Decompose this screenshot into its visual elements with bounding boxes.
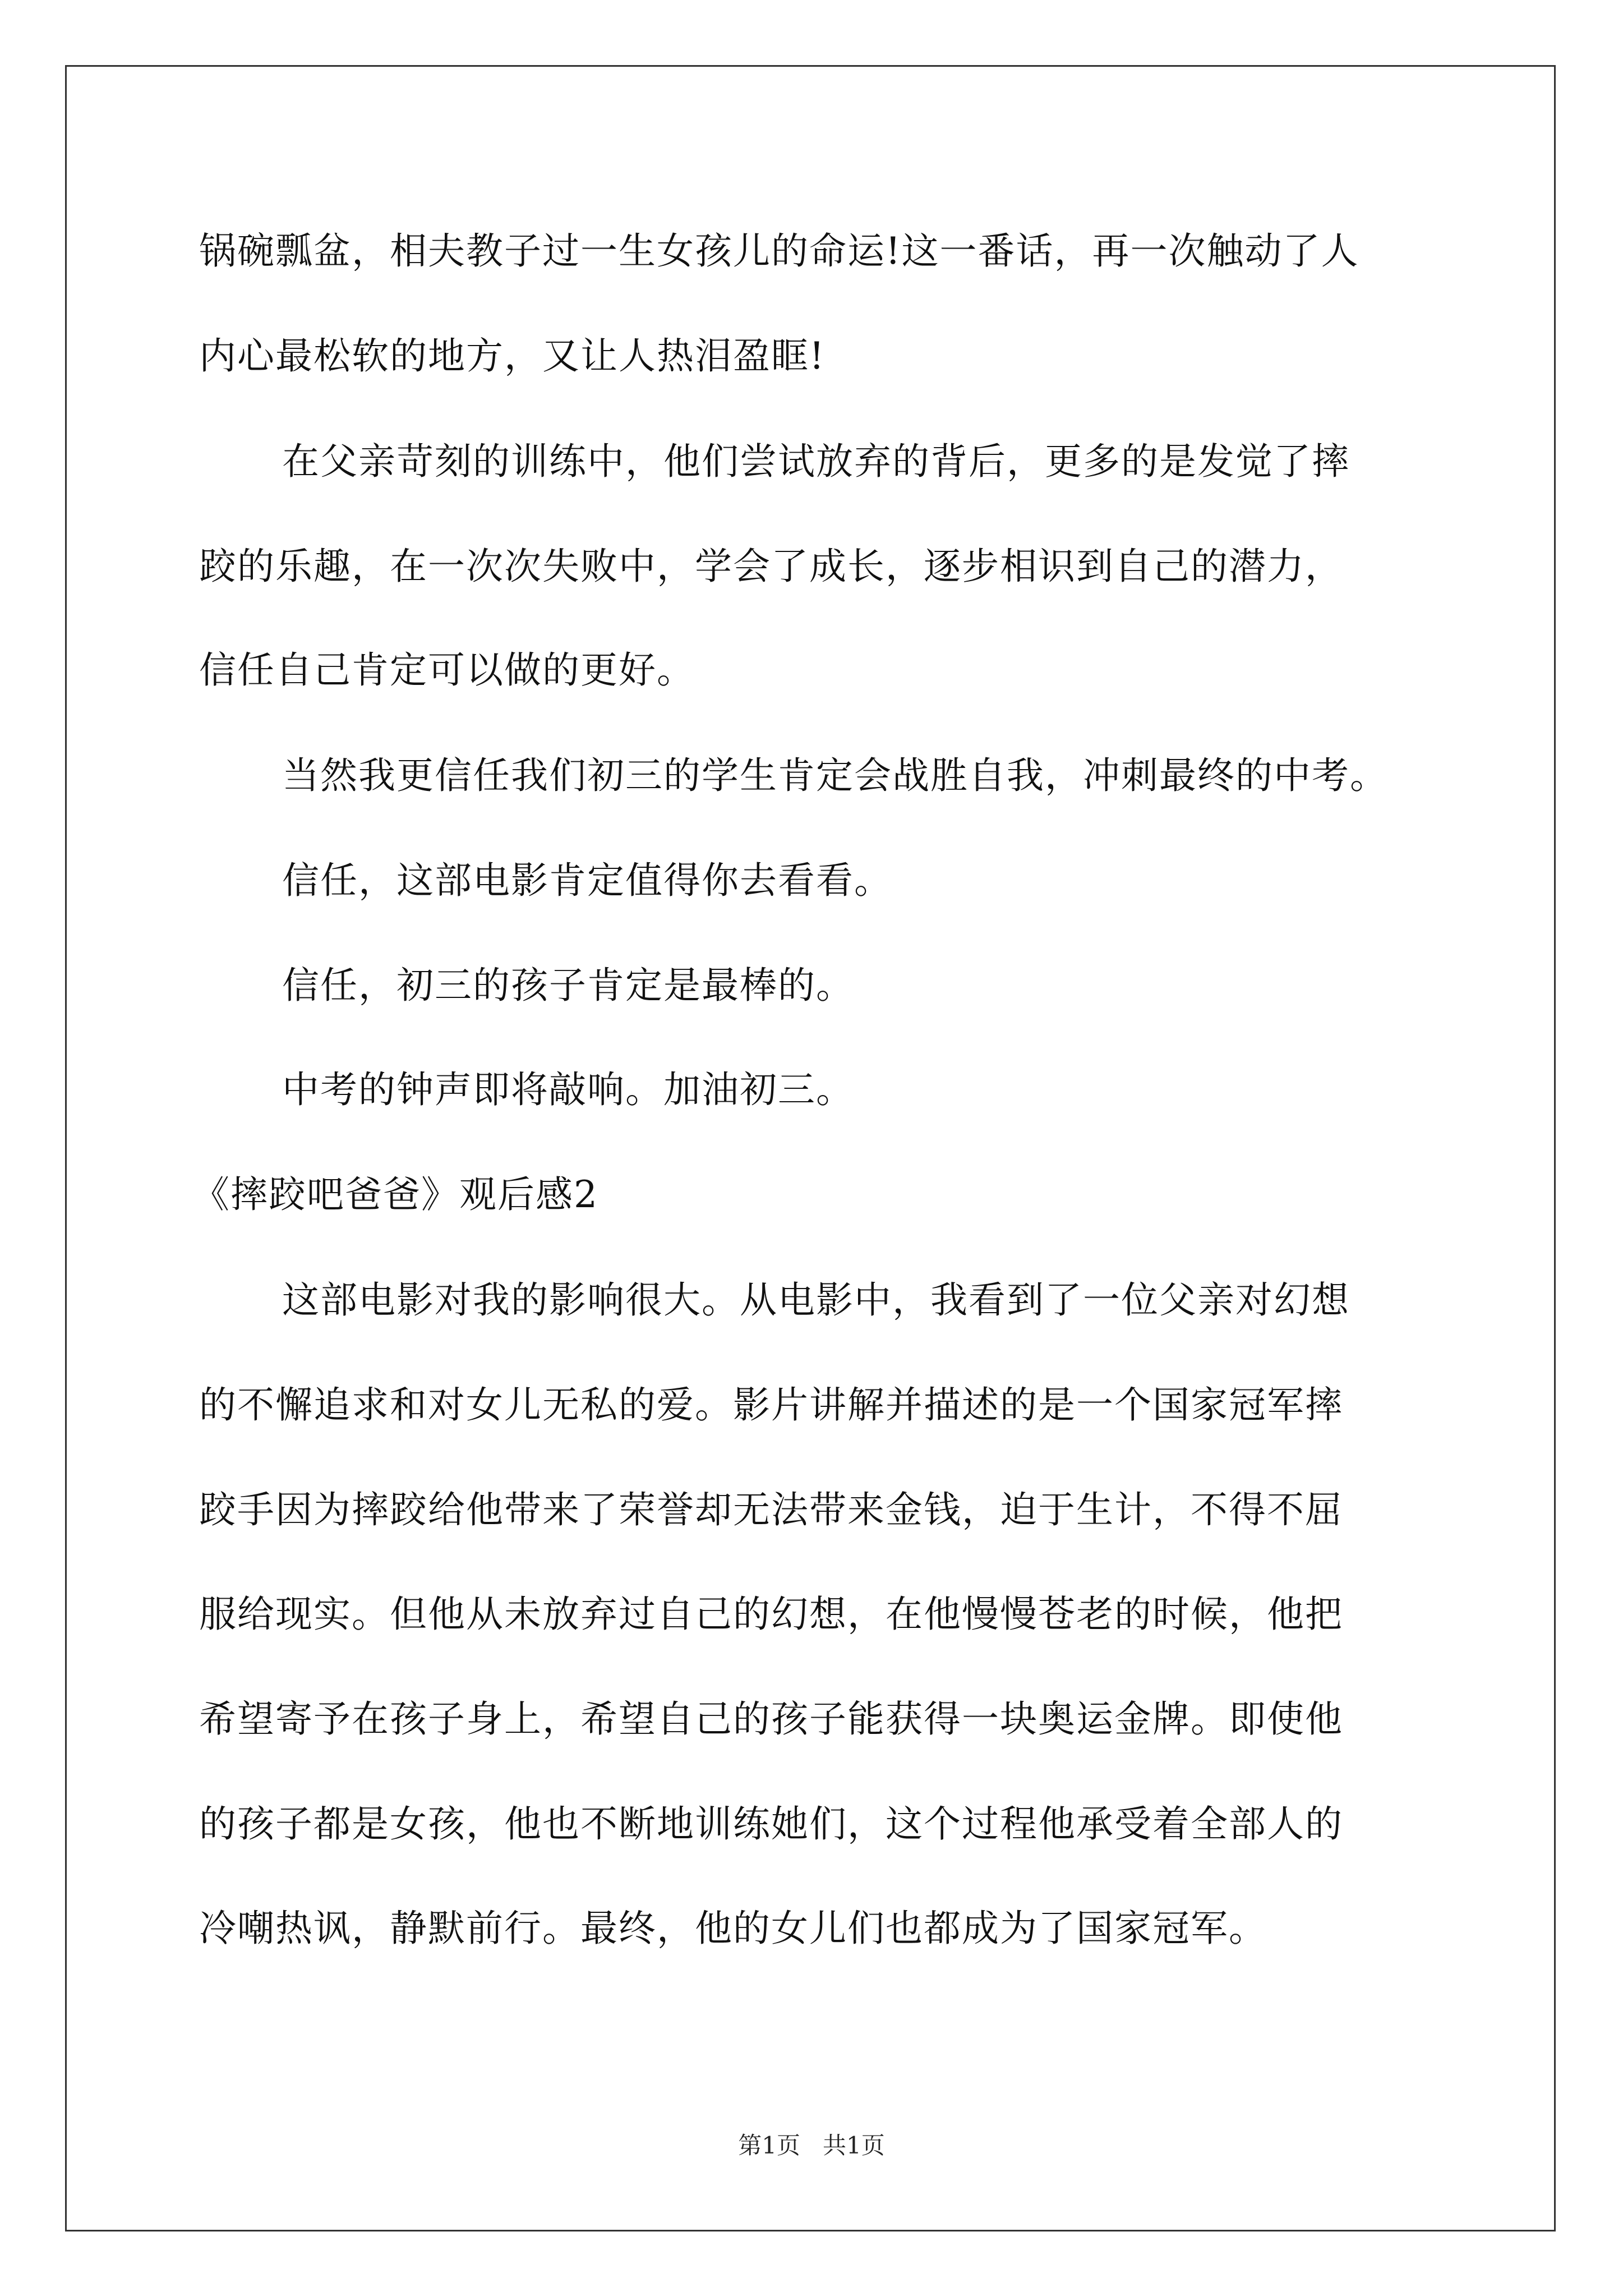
text-line: 信任自己肯定可以做的更好。 xyxy=(199,648,695,692)
text-line: 中考的钟声即将敲响。加油初三。 xyxy=(282,1068,854,1111)
text-line: 信任，这部电影肯定值得你去看看。 xyxy=(282,859,892,902)
text-line: 内心最松软的地方，又让人热泪盈眶! xyxy=(199,334,826,378)
text-line: 希望寄予在孩子身上，希望自己的孩子能获得一块奥运金牌。即使他 xyxy=(199,1697,1343,1741)
text-line: 在父亲苛刻的训练中，他们尝试放弃的背后，更多的是发觉了摔 xyxy=(282,440,1350,483)
section-heading: 《摔跤吧爸爸》观后感2 xyxy=(192,1173,598,1216)
text-line: 这部电影对我的影响很大。从电影中，我看到了一位父亲对幻想 xyxy=(282,1278,1350,1322)
text-line: 跤的乐趣，在一次次失败中，学会了成长，逐步相识到自己的潜力， xyxy=(199,545,1343,588)
text-line: 冷嘲热讽，静默前行。最终，他的女儿们也都成为了国家冠军。 xyxy=(199,1907,1267,1950)
page-number-footer: 第1页 共1页 xyxy=(738,2132,885,2159)
text-line: 跤手因为摔跤给他带来了荣誉却无法带来金钱，迫于生计，不得不屈 xyxy=(199,1488,1343,1531)
text-line: 服给现实。但他从未放弃过自己的幻想，在他慢慢苍老的时候，他把 xyxy=(199,1593,1343,1636)
text-line: 的不懈追求和对女儿无私的爱。影片讲解并描述的是一个国家冠军摔 xyxy=(199,1383,1343,1427)
text-line: 信任，初三的孩子肯定是最棒的。 xyxy=(282,964,854,1007)
text-line: 当然我更信任我们初三的学生肯定会战胜自我，冲刺最终的中考。 xyxy=(282,754,1388,797)
text-line: 的孩子都是女孩，他也不断地训练她们，这个过程他承受着全部人的 xyxy=(199,1802,1343,1846)
text-line: 锅碗瓢盆，相夫教子过一生女孩儿的命运!这一番话，再一次触动了人 xyxy=(199,229,1359,273)
